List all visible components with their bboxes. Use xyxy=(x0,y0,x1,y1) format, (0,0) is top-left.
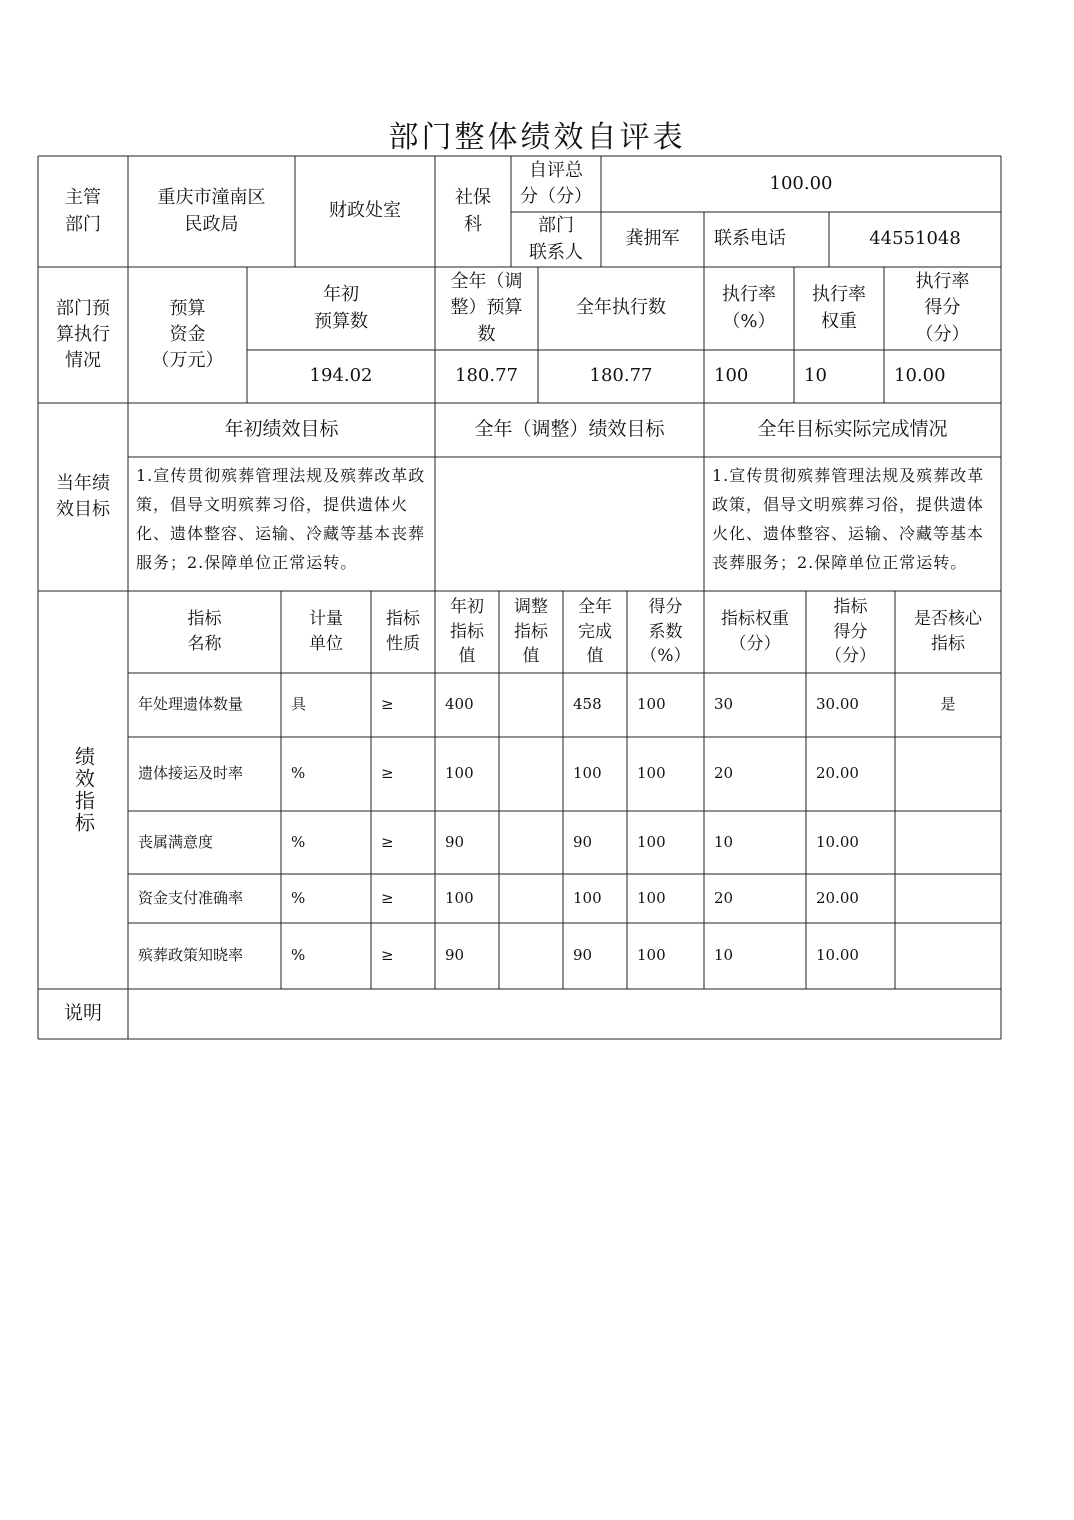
ind-row-weight: 20 xyxy=(714,764,734,783)
ind-header-initial: 年初 指标 值 xyxy=(450,597,484,667)
form-title: 部门整体绩效自评表 xyxy=(388,120,686,155)
ind-header-coef: 得分 系数 （%） xyxy=(640,597,691,667)
contact-label: 部门 联系人 xyxy=(529,215,583,263)
ind-row-completed: 458 xyxy=(573,695,602,714)
note-text xyxy=(128,989,1001,1039)
ind-row-weight: 10 xyxy=(714,946,734,965)
ind-row-core xyxy=(895,811,1001,874)
budget-col-rate: 执行率 （%） xyxy=(722,284,776,332)
ind-row-score: 20.00 xyxy=(816,764,859,783)
ind-row-nature: ≥ xyxy=(381,946,394,965)
ind-row-coef: 100 xyxy=(637,946,666,965)
ind-row-adjusted xyxy=(499,673,563,737)
budget-fund-label: 预算 资金 （万元） xyxy=(151,297,224,372)
ind-row-adjusted xyxy=(499,874,563,923)
ind-row-adjusted xyxy=(499,811,563,874)
ind-row-nature: ≥ xyxy=(381,695,394,714)
ind-header-score: 指标 得分 （分） xyxy=(825,597,876,667)
budget-adjusted-value: 180.77 xyxy=(455,365,518,387)
phone-value: 44551048 xyxy=(869,228,961,250)
ind-row-completed: 90 xyxy=(573,946,593,965)
ind-row-completed: 100 xyxy=(573,764,602,783)
budget-section-label: 部门预 算执行 情况 xyxy=(56,297,110,372)
ind-row-unit: 具 xyxy=(291,695,307,714)
ind-header-adjusted: 调整 指标 值 xyxy=(514,597,548,667)
ind-row-name: 资金支付准确率 xyxy=(138,888,244,907)
contact-name: 龚拥军 xyxy=(625,228,680,250)
ind-row-initial: 100 xyxy=(445,888,474,907)
self-score-value: 100.00 xyxy=(769,172,833,194)
ind-row-weight: 30 xyxy=(714,695,734,714)
budget-col-adjusted: 全年（调 整）预算 数 xyxy=(450,271,523,345)
ind-row-name: 年处理遗体数量 xyxy=(138,695,244,714)
ind-row-core: 是 xyxy=(940,695,956,714)
ind-row-unit: % xyxy=(291,832,306,851)
dept-label: 主管 部门 xyxy=(65,187,101,235)
phone-label: 联系电话 xyxy=(714,228,786,250)
ind-row-coef: 100 xyxy=(637,695,666,714)
ind-row-adjusted xyxy=(499,737,563,811)
ind-row-name: 遗体接运及时率 xyxy=(138,764,244,783)
ind-row-unit: % xyxy=(291,764,306,783)
ind-header-completed: 全年 完成 值 xyxy=(578,597,612,667)
budget-col-weight: 执行率 权重 xyxy=(812,284,866,332)
ind-header-nature: 指标 性质 xyxy=(386,609,420,654)
ind-row-initial: 400 xyxy=(445,695,474,714)
ind-row-coef: 100 xyxy=(637,764,666,783)
budget-col-executed: 全年执行数 xyxy=(576,297,666,319)
goals-col-adjusted: 全年（调整）绩效目标 xyxy=(474,418,665,441)
ind-header-weight: 指标权重 （分） xyxy=(721,609,789,654)
ind-row-nature: ≥ xyxy=(381,832,394,851)
indicators-section-label-cell xyxy=(38,591,128,989)
ind-row-core xyxy=(895,874,1001,923)
note-label: 说明 xyxy=(63,1002,102,1025)
section-name: 社保 科 xyxy=(455,187,491,235)
budget-weight-value: 10 xyxy=(804,365,827,387)
ind-row-score: 30.00 xyxy=(816,695,859,714)
goals-col-actual: 全年目标实际完成情况 xyxy=(757,418,948,441)
ind-row-completed: 90 xyxy=(573,832,593,851)
budget-col-score: 执行率 得分 （分） xyxy=(915,271,970,345)
ind-row-nature: ≥ xyxy=(381,764,394,783)
ind-row-coef: 100 xyxy=(637,888,666,907)
ind-header-unit: 计量 单位 xyxy=(309,609,343,654)
ind-row-nature: ≥ xyxy=(381,888,394,907)
ind-row-core xyxy=(895,923,1001,989)
budget-score-value: 10.00 xyxy=(894,365,946,387)
goals-col-initial: 年初绩效目标 xyxy=(224,418,339,441)
ind-row-coef: 100 xyxy=(637,832,666,851)
budget-col-initial: 年初 预算数 xyxy=(314,284,368,332)
goals-section-label: 当年绩 效目标 xyxy=(56,472,110,520)
ind-header-core: 是否核心 指标 xyxy=(914,609,982,654)
ind-row-initial: 90 xyxy=(445,946,465,965)
ind-row-initial: 90 xyxy=(445,832,465,851)
goals-actual-text: 1.宣传贯彻殡葬管理法规及殡葬改革政策，倡导文明殡葬习俗，提供遗体火化、遗体整容、运输、冷藏等基本丧葬服务；2.保障单位正常运转。 xyxy=(712,466,985,572)
ind-row-core xyxy=(895,737,1001,811)
budget-executed-value: 180.77 xyxy=(589,365,653,387)
ind-row-score: 10.00 xyxy=(816,832,859,851)
ind-row-initial: 100 xyxy=(445,764,474,783)
goals-adjusted-text xyxy=(435,457,704,591)
budget-rate-value: 100 xyxy=(714,365,749,387)
ind-header-name: 指标 名称 xyxy=(187,609,222,654)
indicators-section-label: 绩效指标 xyxy=(71,746,96,834)
self-score-label: 自评总 分（分） xyxy=(520,159,592,207)
ind-row-adjusted xyxy=(499,923,563,989)
budget-initial-value: 194.02 xyxy=(309,365,373,387)
ind-row-name: 殡葬政策知晓率 xyxy=(138,946,244,965)
ind-row-weight: 10 xyxy=(714,832,734,851)
ind-row-score: 10.00 xyxy=(816,946,859,965)
office-name: 财政处室 xyxy=(329,200,401,222)
ind-row-name: 丧属满意度 xyxy=(138,832,214,851)
ind-row-weight: 20 xyxy=(714,888,734,907)
goals-initial-text: 1.宣传贯彻殡葬管理法规及殡葬改革政策，倡导文明殡葬习俗，提供遗体火化、遗体整容、运输、冷藏等基本丧葬服务；2.保障单位正常运转。 xyxy=(136,466,426,572)
ind-row-score: 20.00 xyxy=(816,888,859,907)
ind-row-unit: % xyxy=(291,888,306,907)
ind-row-unit: % xyxy=(291,946,306,965)
dept-name: 重庆市潼南区 民政局 xyxy=(157,187,266,235)
ind-row-completed: 100 xyxy=(573,888,602,907)
